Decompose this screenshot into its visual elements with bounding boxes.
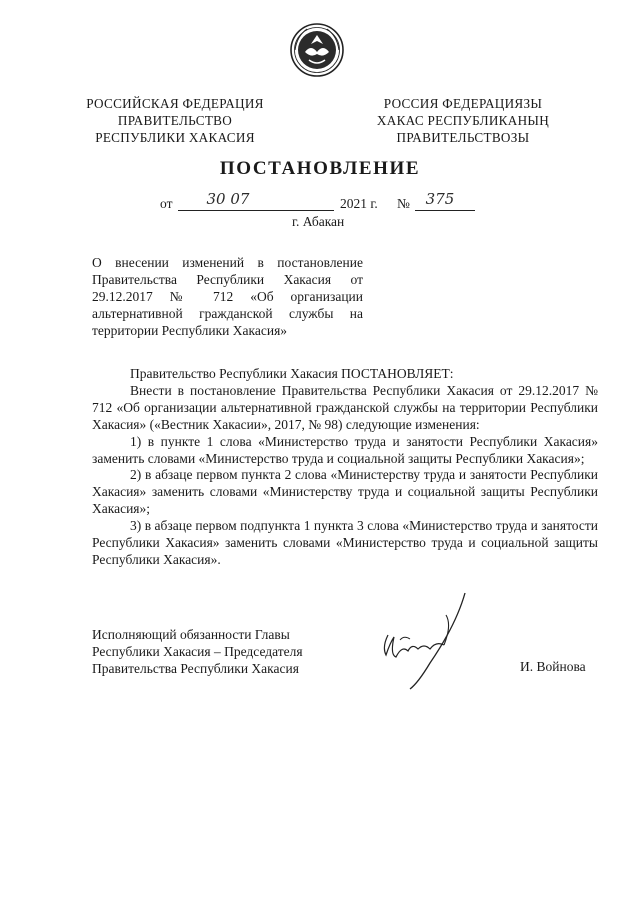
signatory-name: И. Войнова [520,659,586,674]
document-title: ПОСТАНОВЛЕНИЕ [219,158,421,179]
document-subject: О внесении изменений в постановление Правительства Республики Хакасия от 29.12.2017 № 712 «Об организации альтернативной гражданской службы на территории Республики Хакасия» [92,255,363,338]
coat-of-arms-emblem [289,22,345,78]
body-intro: Правительство Республики Хакасия ПОСТАНОВЛЯЕТ: [130,366,454,381]
handwritten-signature [360,585,500,695]
header-right-line: РОССИЯ ФЕДЕРАЦИЯЗЫ [383,96,543,111]
date-handwritten: 30 07 [206,190,250,208]
body-paragraph: 2) в абзаце первом пункта 2 слова «Министерству труда и занятости Республики Хакасия» заменить словами «Министерству труда и социальной защиты Республики Хакасия»; [92,467,598,517]
body-paragraph: Внести в постановление Правительства Республики Хакасия от 29.12.2017 № 712 «Об организации альтернативной гражданской службы на территории Республики Хакасия» («Вестник Хакасии», 2017, № 98) следующие изменения: [92,382,598,432]
signatory-position-line: Исполняющий обязанности Главы [92,627,290,642]
signatory-position-line: Правительства Республики Хакасия [92,661,299,676]
number-label: № [397,196,410,211]
header-left-line: РЕСПУБЛИКИ ХАКАСИЯ [95,130,255,145]
document-body [92,366,598,569]
header-right [368,95,558,146]
header-right-line: ПРАВИТЕЛЬСТВОЗЫ [396,130,530,145]
date-from-label: от [160,196,173,211]
signatory-position [92,626,332,677]
header-left-line: ПРАВИТЕЛЬСТВО [117,113,233,128]
number-handwritten: 375 [425,190,455,208]
signatory-position-line: Республики Хакасия – Председателя [92,644,303,659]
city: г. Абакан [292,214,345,229]
date-line [0,190,640,216]
header-right-line: ХАКАС РЕСПУБЛИКАНЫҢ [376,113,550,128]
body-paragraph: 3) в абзаце первом подпункта 1 пункта 3 слова «Министерство труда и занятости Республики Хакасия» заменить словами «Министерство труда и социальной защиты Республики Хакасия». [92,518,598,567]
header-left-line: РОССИЙСКАЯ ФЕДЕРАЦИЯ [86,96,264,111]
date-year: 2021 г. [340,196,378,211]
body-paragraph: 1) в пункте 1 слова «Министерство труда и занятости Республики Хакасия» заменить словами «Министерство труда и социальной защиты Республики Хакасия»; [92,433,598,466]
header-left [80,95,270,146]
